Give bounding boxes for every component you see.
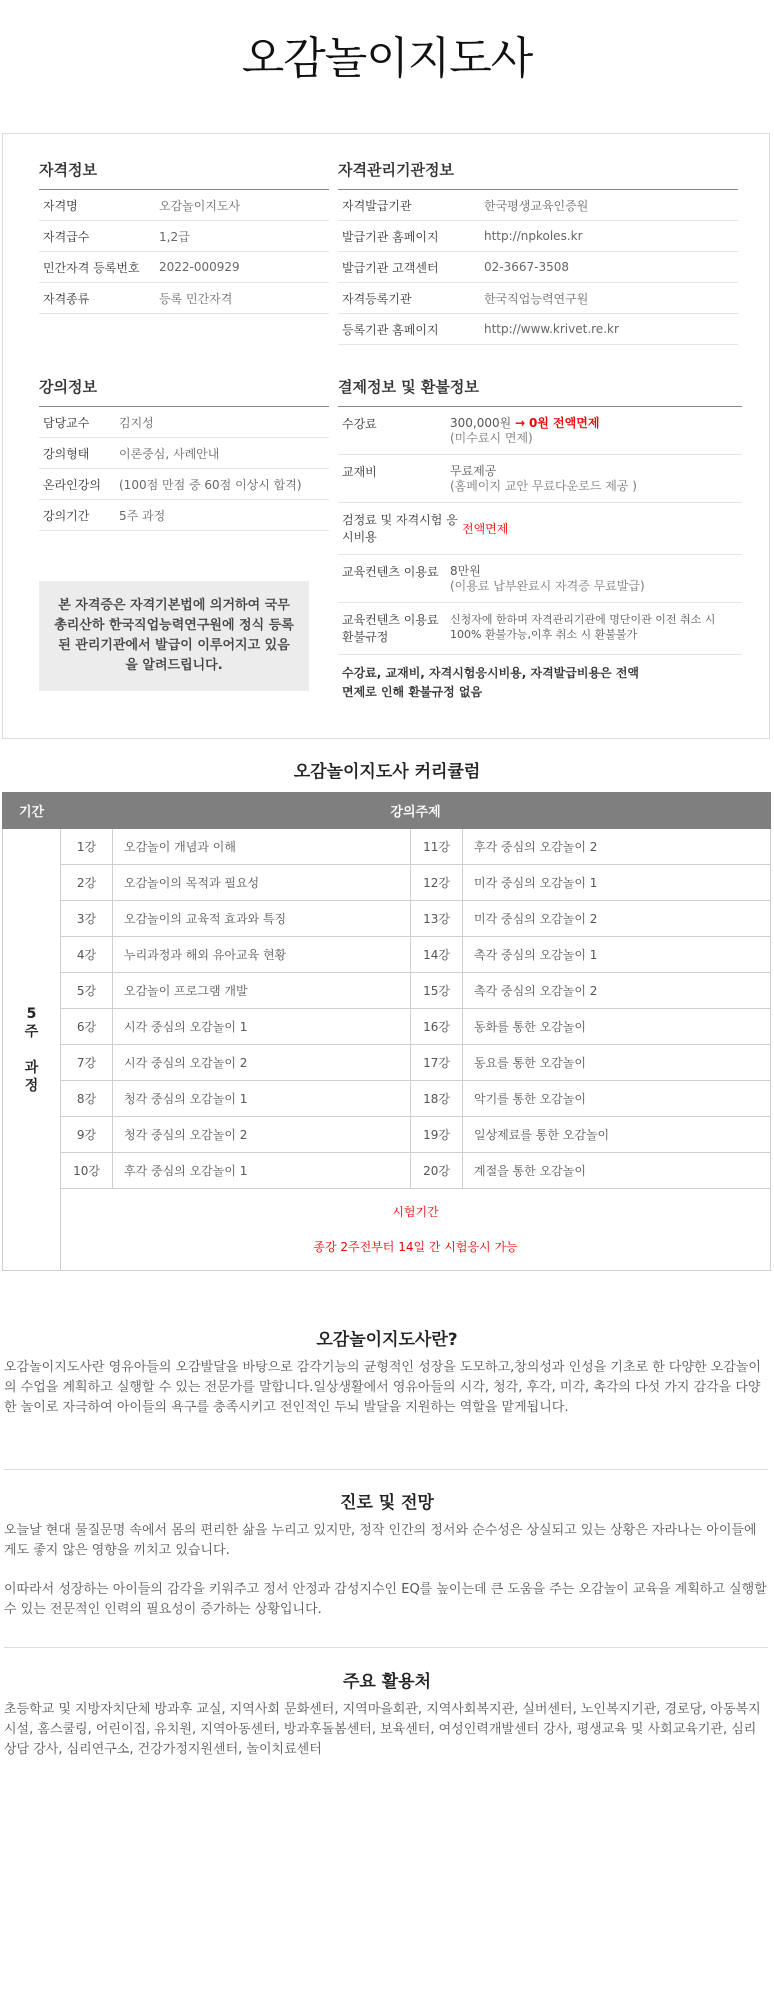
qualification-row	[39, 283, 329, 314]
lecture-number: 8강	[61, 1081, 113, 1117]
lecture-number: 9강	[61, 1117, 113, 1153]
lecture-row	[39, 438, 329, 469]
divider	[4, 1647, 768, 1648]
lecture-row	[39, 500, 329, 531]
table-row	[3, 1117, 771, 1153]
lecture-topic: 후각 중심의 오감놀이 2	[463, 829, 771, 865]
lecture-row	[39, 407, 329, 438]
lecture-number: 3강	[61, 901, 113, 937]
col-period: 기간	[3, 793, 61, 829]
refund-footer-note: 수강료, 교재비, 자격시험응시비용, 자격발급비용은 전액면제로 인해 환불규정 없음	[342, 666, 640, 699]
agency-row	[338, 314, 738, 345]
table-row	[3, 1045, 771, 1081]
lecture-topic: 오감놀이의 목적과 필요성	[113, 865, 411, 901]
lecture-key: 강의기간	[43, 508, 90, 523]
lecture-value: (100점 만점 중 60점 이상시 합격)	[119, 477, 302, 492]
lecture-section	[39, 376, 329, 531]
agency-row	[338, 190, 738, 221]
about-text: 오감놀이지도사란 영유아들의 오감발달을 바탕으로 감각기능의 균형적인 성장을 도모하고,창의성과 인성을 기초로 한 다양한 오감놀이의 수업을 계획하고 실행할 수 있는 전문가를 말합니다.일상생활에서 영유아들의 시각, 청각, 후각, 미각, 촉각의 다섯 가지 감각을 다양한 놀이로 자극하여 아이들의 욕구를 충족시키고 전인적인 두뇌 발달을 지원하는 역할을 맡게됩니다.	[4, 1360, 761, 1415]
curriculum-table	[2, 792, 771, 1271]
exam-text: 종강 2주전부터 14일 간 시험응시 가능	[313, 1239, 518, 1254]
refund-label: 교육컨텐츠 이용료 환불규정	[342, 613, 439, 644]
lecture-number: 20강	[411, 1153, 463, 1189]
usage-title: 주요 활용처	[342, 1672, 432, 1692]
lecture-topic: 동요를 통한 오감놀이	[463, 1045, 771, 1081]
divider	[4, 1469, 768, 1470]
lecture-number: 12강	[411, 865, 463, 901]
lecture-topic: 오감놀이의 교육적 효과와 특징	[113, 901, 411, 937]
lecture-number: 14강	[411, 937, 463, 973]
period-bot1: 과	[24, 1059, 39, 1076]
lecture-topic: 동화를 통한 오감놀이	[463, 1009, 771, 1045]
lecture-number: 10강	[61, 1153, 113, 1189]
lecture-number: 11강	[411, 829, 463, 865]
content-fee-value: 8만원	[450, 564, 481, 578]
table-row	[3, 973, 771, 1009]
material-value: 무료제공	[450, 464, 497, 478]
qualification-section	[39, 159, 329, 314]
agency-section	[338, 159, 738, 345]
career-text-2: 이따라서 성장하는 아이들의 감각을 키워주고 정서 안정과 감성지수인 EQ를 높이는데 큰 도움을 주는 오감놀이 교육을 계획하고 실행할 수 있는 전문적인 인력의 필요성이 증가하는 상황입니다.	[4, 1582, 767, 1617]
lecture-number: 17강	[411, 1045, 463, 1081]
qualification-row	[39, 252, 329, 283]
period-bot2: 정	[24, 1077, 39, 1094]
lecture-topic: 후각 중심의 오감놀이 1	[113, 1153, 411, 1189]
qualification-row	[39, 221, 329, 252]
lecture-number: 19강	[411, 1117, 463, 1153]
qualification-key: 자격명	[43, 198, 78, 213]
col-subject: 강의주제	[61, 793, 771, 829]
usage-text: 초등학교 및 지방자치단체 방과후 교실, 지역사회 문화센터, 지역마을회관, 지역사회복지관, 실버센터, 노인복지기관, 경로당, 아동복지시설, 홈스쿨링, 어린이집, 유치원, 지역아동센터, 방과후돌봄센터, 보육센터, 여성인력개발센터 강사, 평생교육 및 사회교육기관, 심리상담 강사, 심리연구소, 건강가정지원센터, 놀이치료센터	[4, 1702, 761, 1757]
lecture-number: 7강	[61, 1045, 113, 1081]
exam-row	[3, 1189, 771, 1271]
exam-period-cell	[61, 1189, 771, 1271]
lecture-row	[39, 469, 329, 500]
material-label: 교재비	[342, 465, 377, 479]
qualification-key: 민간자격 등록번호	[43, 260, 140, 275]
lecture-topic: 미각 중심의 오감놀이 2	[463, 901, 771, 937]
fee-price: 300,000원	[450, 416, 512, 430]
agency-key: 등록기관 홈페이지	[342, 322, 439, 337]
fee-free: 0원 전액면제	[528, 416, 600, 430]
lecture-number: 2강	[61, 865, 113, 901]
lecture-topic: 악기를 통한 오감놀이	[463, 1081, 771, 1117]
lecture-key: 강의형태	[43, 446, 90, 461]
exam-title: 시험기간	[392, 1204, 439, 1219]
lecture-key: 온라인강의	[43, 477, 101, 492]
lecture-topic: 일상제료를 통한 오감놀이	[463, 1117, 771, 1153]
lecture-number: 4강	[61, 937, 113, 973]
lecture-topic: 오감놀이 프로그램 개발	[113, 973, 411, 1009]
lecture-topic: 청각 중심의 오감놀이 1	[113, 1081, 411, 1117]
agency-value: 02-3667-3508	[484, 260, 570, 274]
lecture-value: 김지성	[119, 415, 154, 430]
agency-row	[338, 252, 738, 283]
lecture-number: 15강	[411, 973, 463, 1009]
content-fee-sub: (이용료 납부완료시 자격증 무료발급)	[450, 579, 645, 593]
agency-key: 자격발급기관	[342, 198, 412, 213]
page-title: 오감놀이지도사	[241, 33, 533, 84]
exam-fee-row	[338, 503, 742, 555]
lecture-number: 16강	[411, 1009, 463, 1045]
table-row	[3, 937, 771, 973]
qualification-value: 2022-000929	[159, 260, 240, 274]
lecture-topic: 오감놀이 개념과 이해	[113, 829, 411, 865]
agency-value: http://www.krivet.re.kr	[484, 322, 619, 336]
refund-value: 신청자에 한하며 자격관리기관에 명단이관 이전 취소 시 100% 환불가능,이후 취소 시 환불불가	[450, 613, 716, 641]
fee-sub: (미수료시 면제)	[450, 431, 533, 445]
agency-key: 발급기관 홈페이지	[342, 229, 439, 244]
table-row	[3, 1081, 771, 1117]
period-mid: 주	[24, 1023, 39, 1040]
agency-row	[338, 221, 738, 252]
qualification-key: 자격급수	[43, 229, 90, 244]
lecture-topic: 촉각 중심의 오감놀이 1	[463, 937, 771, 973]
agency-value: 한국직업능력연구원	[484, 291, 589, 306]
lecture-number: 1강	[61, 829, 113, 865]
table-row	[3, 829, 771, 865]
fee-label: 수강료	[342, 417, 377, 431]
lecture-topic: 미각 중심의 오감놀이 1	[463, 865, 771, 901]
lecture-number: 18강	[411, 1081, 463, 1117]
table-row	[3, 901, 771, 937]
info-panel	[2, 133, 770, 739]
payment-title: 결제정보 및 환불정보	[338, 376, 742, 407]
career-text-1: 오늘날 현대 물질문명 속에서 몸의 편리한 삶을 누리고 있지만, 정작 인간의 정서와 순수성은 상실되고 있는 상황은 자라나는 아이들에게도 좋지 않은 영향을 끼치고 있습니다.	[4, 1523, 757, 1558]
table-row	[3, 1153, 771, 1189]
notice-box: 본 자격증은 자격기본법에 의거하여 국무총리산하 한국직업능력연구원에 정식 등록된 관리기관에서 발급이 이루어지고 있음을 알려드립니다.	[39, 581, 309, 691]
qualification-key: 자격종류	[43, 291, 90, 306]
exam-fee-label: 검정료 및 자격시험 응시비용	[342, 513, 458, 544]
qualification-value: 1,2급	[159, 229, 190, 244]
refund-row	[338, 603, 742, 655]
lecture-topic: 시각 중심의 오감놀이 1	[113, 1009, 411, 1045]
qualification-row	[39, 190, 329, 221]
agency-row	[338, 283, 738, 314]
qualification-value: 등록 민간자격	[159, 291, 233, 306]
lecture-topic: 누리과정과 해외 유아교육 현황	[113, 937, 411, 973]
lecture-topic: 청각 중심의 오감놀이 2	[113, 1117, 411, 1153]
qualification-value: 오감놀이지도사	[159, 198, 241, 213]
lecture-value: 이론중심, 사례안내	[119, 446, 220, 461]
qualification-title: 자격정보	[39, 159, 329, 190]
agency-key: 자격등록기관	[342, 291, 412, 306]
period-cell	[3, 829, 61, 1271]
table-row	[3, 865, 771, 901]
content-fee-row	[338, 555, 742, 603]
lecture-number: 13강	[411, 901, 463, 937]
lecture-number: 5강	[61, 973, 113, 1009]
curriculum-title: 오감놀이지도사 커리큘럼	[293, 762, 481, 782]
agency-value: 한국평생교육인증원	[484, 198, 589, 213]
period-top: 5	[26, 1005, 37, 1022]
lecture-topic: 촉각 중심의 오감놀이 2	[463, 973, 771, 1009]
lecture-title: 강의정보	[39, 376, 329, 407]
lecture-key: 담당교수	[43, 415, 90, 430]
lecture-value: 5주 과정	[119, 508, 166, 523]
agency-title: 자격관리기관정보	[338, 159, 738, 190]
fee-row	[338, 407, 742, 455]
lecture-topic: 시각 중심의 오감놀이 2	[113, 1045, 411, 1081]
agency-value: http://npkoles.kr	[484, 229, 583, 243]
fee-arrow: →	[515, 416, 526, 430]
lecture-number: 6강	[61, 1009, 113, 1045]
exam-fee-value: 전액면제	[462, 521, 509, 536]
material-sub: (홈페이지 교안 무료다운로드 제공 )	[450, 479, 637, 493]
lecture-topic: 계절을 통한 오감놀이	[463, 1153, 771, 1189]
payment-section	[338, 376, 742, 711]
about-title: 오감놀이지도사란?	[316, 1330, 458, 1350]
material-row	[338, 455, 742, 503]
content-fee-label: 교육컨텐츠 이용료	[342, 565, 439, 579]
agency-key: 발급기관 고객센터	[342, 260, 439, 275]
career-title: 진로 및 전망	[340, 1493, 434, 1513]
table-row	[3, 1009, 771, 1045]
